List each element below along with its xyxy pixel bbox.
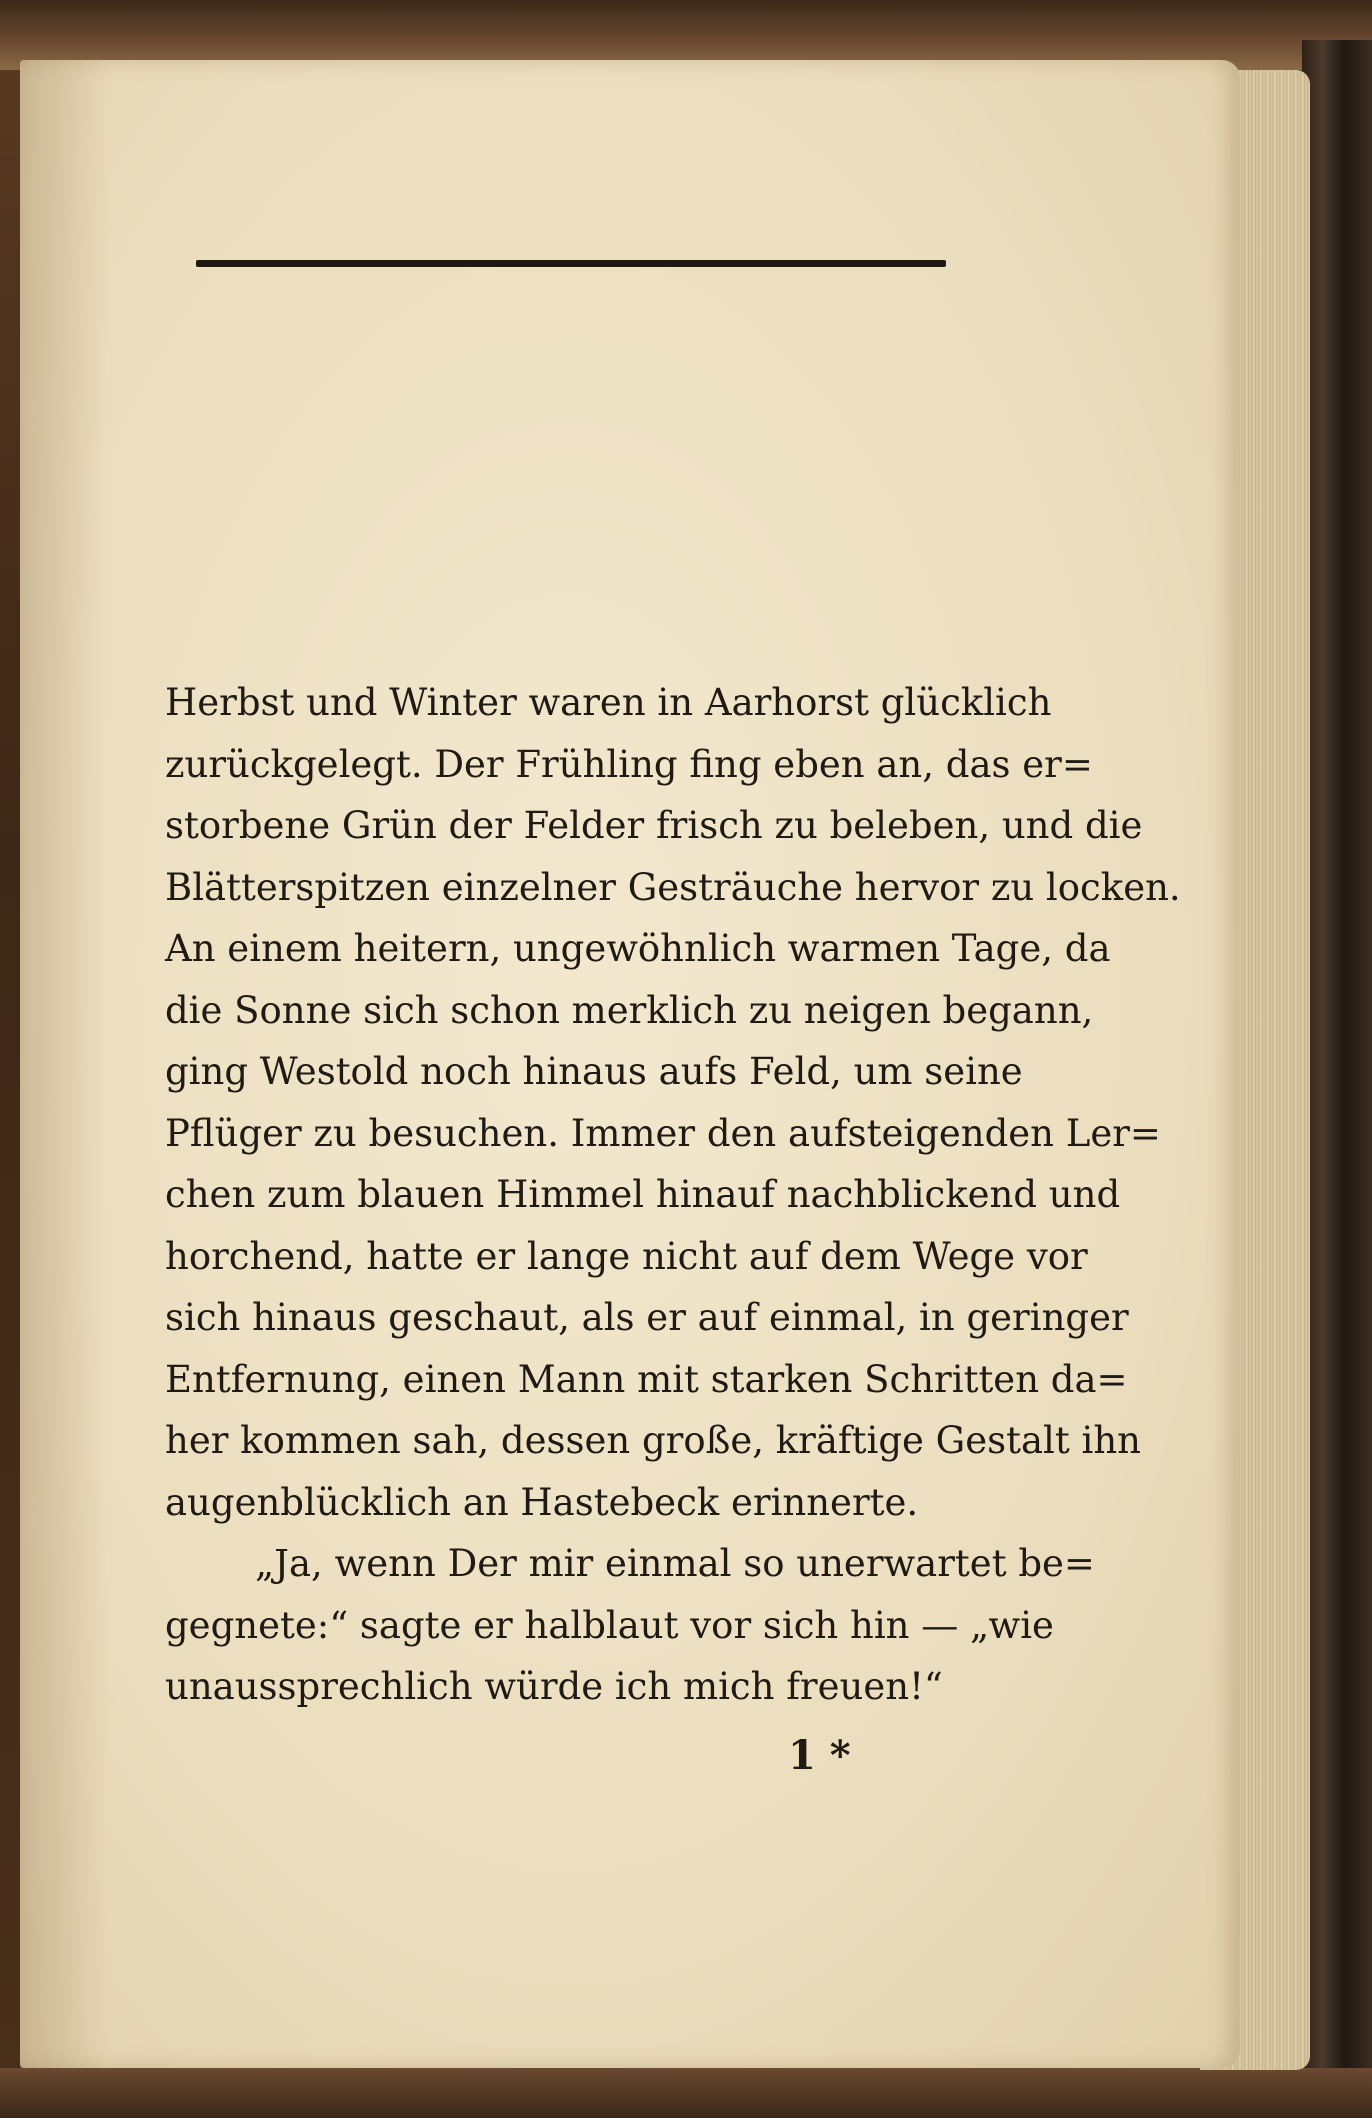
header-rule xyxy=(196,260,946,267)
book-spine xyxy=(1302,40,1372,2080)
text-line: zurückgelegt. Der Frühling fing eben an, das er= xyxy=(165,742,1093,786)
paragraph-2 xyxy=(165,1533,1095,1718)
text-line: unaussprechlich würde ich mich freuen!“ xyxy=(165,1665,943,1708)
text-line: die Sonne sich schon merklich zu neigen begann, xyxy=(165,988,1094,1032)
text-line: gegnete:“ sagte er halblaut vor sich hin — „wie xyxy=(165,1603,1054,1647)
book-cover-bottom xyxy=(0,2068,1372,2118)
paragraph-1 xyxy=(165,672,1181,1533)
page-gutter-shadow xyxy=(20,60,110,2068)
page-number: 1 * xyxy=(788,1732,851,1779)
text-line: augenblücklich an Hastebeck erinnerte. xyxy=(165,1480,919,1524)
text-line: her kommen sah, dessen große, kräftige Gestalt ihn xyxy=(165,1419,1141,1462)
book-page xyxy=(20,60,1240,2068)
text-line: chen zum blauen Himmel hinauf nachblickend und xyxy=(165,1173,1121,1216)
text-line: Entfernung, einen Mann mit starken Schritten da= xyxy=(165,1357,1128,1401)
text-line: ging Westold noch hinaus aufs Feld, um seine xyxy=(165,1050,1023,1093)
text-line: „Ja, wenn Der mir einmal so unerwartet be= xyxy=(255,1542,1095,1585)
body-text xyxy=(165,672,1181,1718)
text-line: sich hinaus geschaut, als er auf einmal, in geringer xyxy=(165,1296,1129,1339)
text-line: An einem heitern, ungewöhnlich warmen Tage, da xyxy=(165,927,1111,970)
text-line: Blätterspitzen einzelner Gesträuche hervor zu locken. xyxy=(165,865,1181,909)
text-line: horchend, hatte er lange nicht auf dem Wege vor xyxy=(165,1234,1088,1278)
text-line: Pflüger zu besuchen. Immer den aufsteigenden Ler= xyxy=(165,1111,1161,1155)
text-line: Herbst und Winter waren in Aarhorst glücklich xyxy=(165,681,1052,724)
text-line: storbene Grün der Felder frisch zu beleben, und die xyxy=(165,804,1143,847)
